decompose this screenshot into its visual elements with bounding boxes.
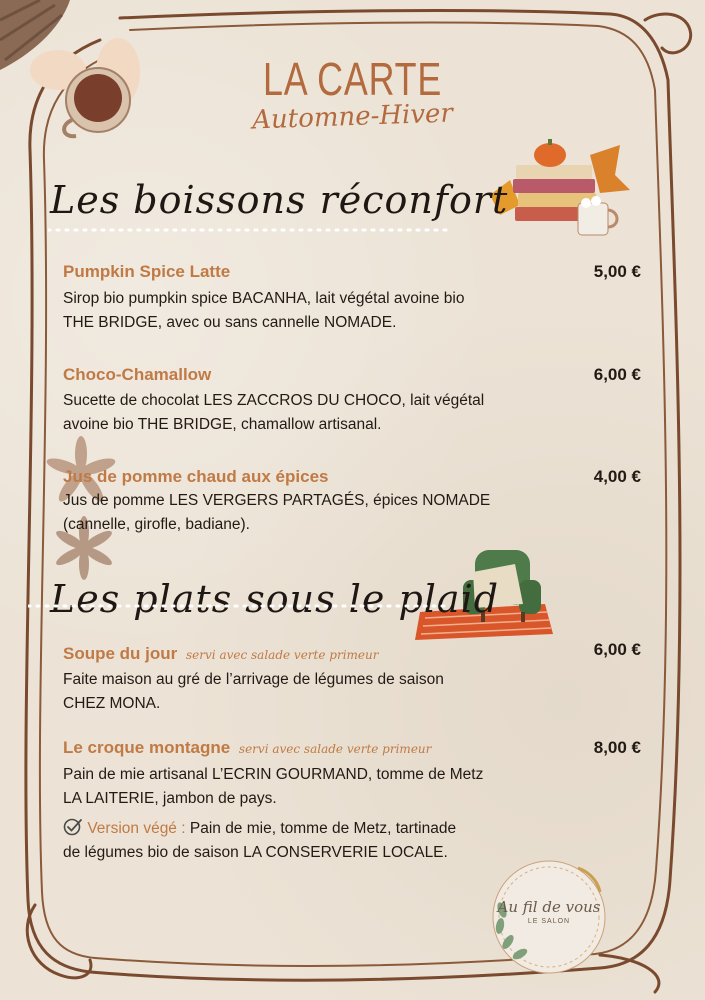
vegetarian-line (63, 817, 563, 841)
item-description (63, 489, 558, 537)
item-note: servi avec salade verte primeur (238, 742, 432, 756)
item-description (63, 668, 558, 716)
item-name-text: Le croque montagne (63, 738, 231, 757)
item-price: 5,00 € (593, 262, 641, 281)
item-price: 8,00 € (593, 738, 641, 757)
vegetarian-description: Pain de mie, tomme de Metz, tartinade (189, 820, 457, 837)
item-price: 6,00 € (593, 640, 641, 659)
item-price: 4,00 € (593, 467, 641, 486)
dotted-divider (48, 226, 448, 234)
logo-name: Au fil de vous (497, 898, 601, 916)
description-line: CHEZ MONA. (63, 695, 161, 712)
item-description (63, 763, 558, 811)
description-line: avoine bio THE BRIDGE, chamallow artisanal. (63, 416, 382, 433)
section-title-drinks: Les boissons réconfort (50, 178, 509, 222)
item-name (63, 644, 378, 664)
item-name-text: Soupe du jour (63, 644, 178, 663)
vegetarian-label: Version végé : (87, 820, 186, 837)
menu-title: LA CARTE (262, 53, 443, 105)
item-name: Choco-Chamallow (63, 365, 212, 384)
check-circle-icon (63, 818, 83, 836)
description-line: (cannelle, girofle, badiane). (63, 516, 250, 533)
description-line: Sucette de chocolat LES ZACCROS DU CHOCO, lait végétal (63, 392, 485, 409)
description-line: Faite maison au gré de l’arrivage de légumes de saison (63, 671, 444, 688)
description-line: Jus de pomme LES VERGERS PARTAGÉS, épices NOMADE (63, 492, 491, 509)
description-line: Pain de mie artisanal L’ECRIN GOURMAND, tomme de Metz (63, 766, 484, 783)
dotted-divider (28, 602, 448, 610)
menu-subtitle: Automne-Hiver (251, 98, 454, 136)
vegetarian-line: de légumes bio de saison LA CONSERVERIE LOCALE. (63, 844, 448, 861)
description-line: LA LAITERIE, jambon de pays. (63, 790, 277, 807)
description-line: Sirop bio pumpkin spice BACANHA, lait végétal avoine bio (63, 290, 465, 307)
item-price: 6,00 € (593, 365, 641, 384)
item-name: Pumpkin Spice Latte (63, 262, 231, 281)
item-name: Jus de pomme chaud aux épices (63, 467, 329, 486)
logo-wreath-icon (490, 858, 608, 976)
item-description (63, 287, 558, 335)
description-line: THE BRIDGE, avec ou sans cannelle NOMADE. (63, 314, 397, 331)
item-description (63, 389, 558, 437)
logo-subtitle: LE SALON (527, 918, 571, 925)
salon-logo (490, 858, 608, 976)
item-note: servi avec salade verte primeur (186, 648, 379, 662)
section-title-dishes: Les plats sous le plaid (50, 577, 500, 621)
vegetarian-version (63, 817, 563, 865)
item-name (63, 738, 431, 758)
